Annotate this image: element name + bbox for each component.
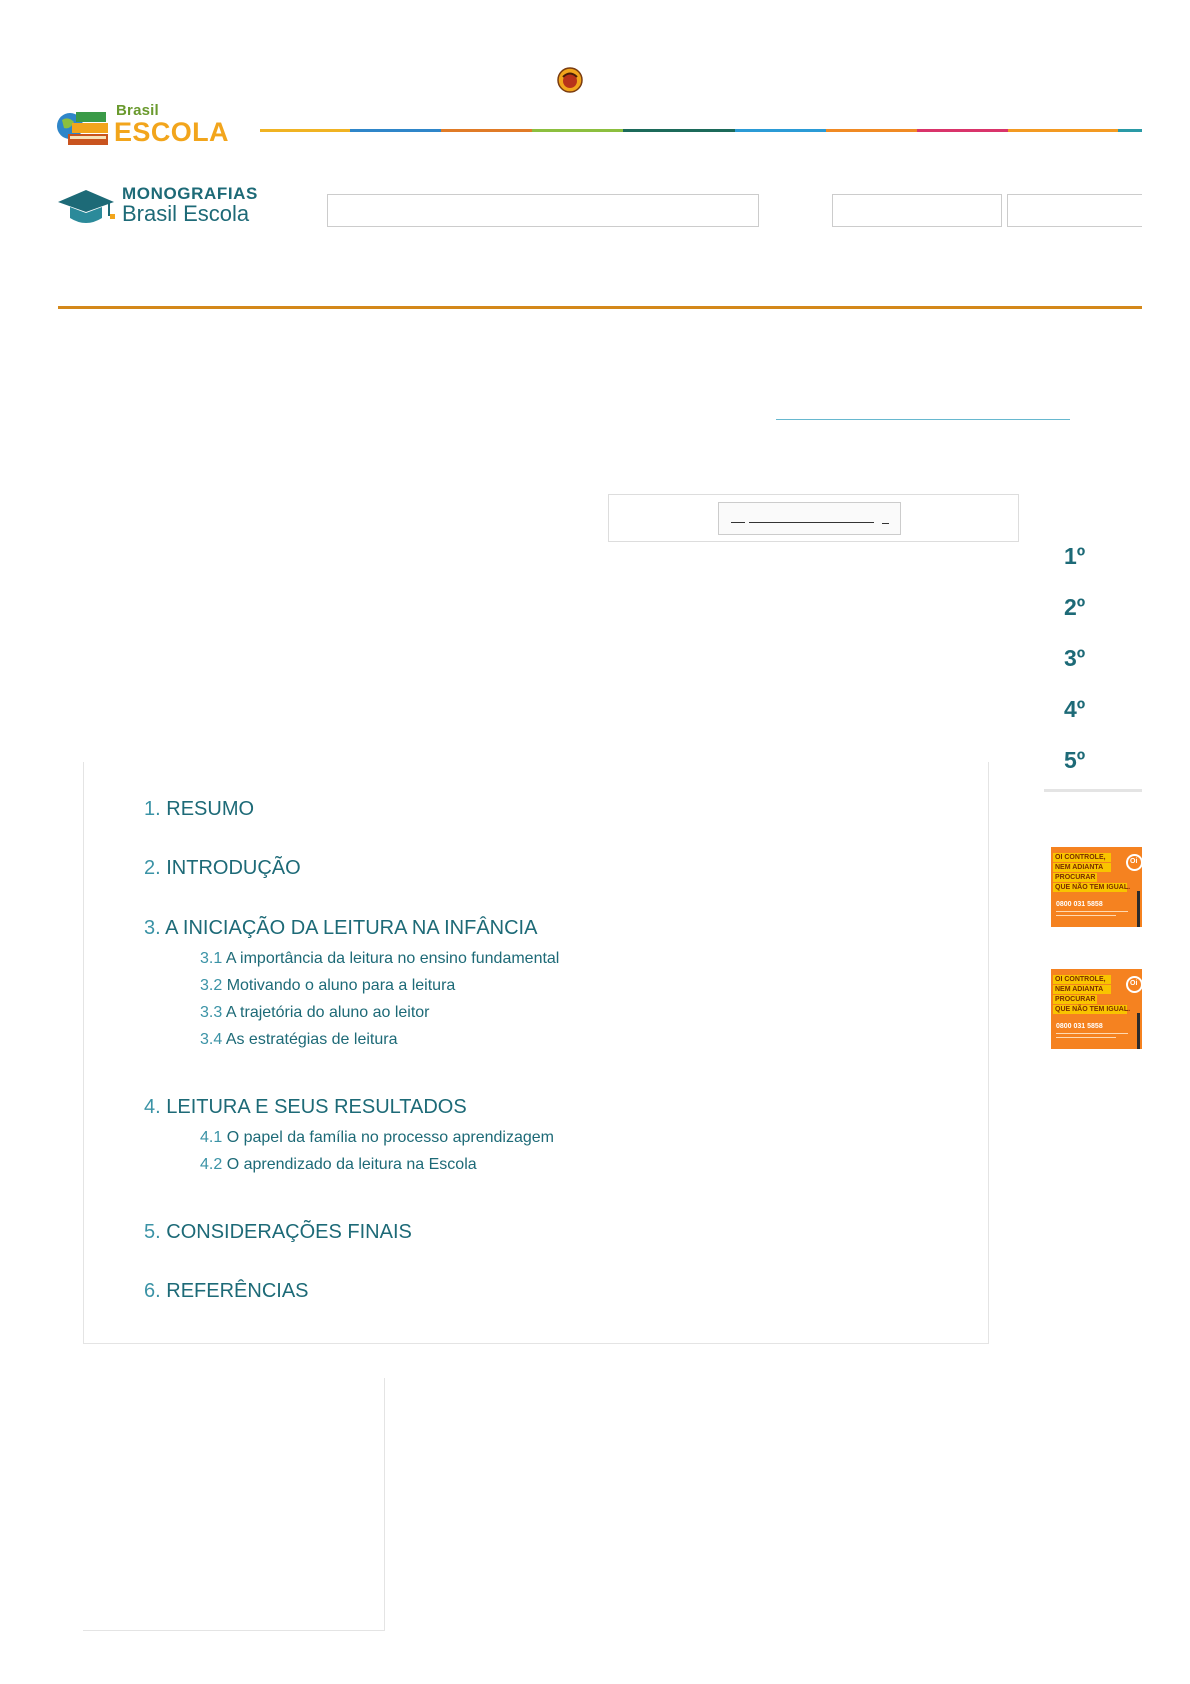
toc-title: INTRODUÇÃO [166,857,301,879]
ad-text: QUE NÃO TEM IGUAL. [1055,1006,1131,1013]
toc-title: As estratégias de leitura [225,1031,398,1048]
toc-subsection-link[interactable] [200,1031,397,1049]
toc-number: 3. [144,917,161,939]
toc-number: 3.2 [200,977,223,994]
ad-text: OI CONTROLE, [1055,976,1106,983]
stripe-segment [623,129,735,132]
ad-banner[interactable] [1051,847,1142,927]
toc-section-link[interactable] [144,1221,412,1244]
toc-number: 3.4 [200,1031,223,1048]
ranking-item[interactable]: 5º [1064,747,1086,773]
ad-phone: 0800 031 5858 [1056,1023,1103,1030]
ad-text: NEM ADIANTA [1055,864,1104,871]
toc-title: O aprendizado da leitura na Escola [226,1156,477,1173]
toc-number: 4.2 [200,1156,223,1173]
ranking-item[interactable]: 2º [1064,594,1086,620]
stripe-segment [441,129,532,132]
toc-title: A importância da leitura no ensino fundamental [225,950,560,967]
empty-content-box [83,1378,385,1631]
ad-phone: 0800 031 5858 [1056,901,1103,908]
monografias-logo[interactable] [56,184,266,230]
toc-number: 3.3 [200,1004,223,1021]
stripe-segment [1118,129,1142,132]
graduation-cap-icon [56,188,116,226]
ad-brand: Oi [1130,858,1138,865]
toc-title: A trajetória do aluno ao leitor [225,1004,430,1021]
monografias-subtitle: Brasil Escola [122,201,250,226]
uol-logo-icon[interactable] [557,67,583,93]
button-line [749,522,874,523]
ad-text: PROCURAR [1055,874,1096,881]
ranking-item[interactable]: 1º [1064,543,1086,569]
toc-subsection-link[interactable] [200,977,455,995]
ad-text: NEM ADIANTA [1055,986,1104,993]
toc-title: CONSIDERAÇÕES FINAIS [166,1221,412,1243]
logo-dot [110,214,115,219]
ad-text: OI CONTROLE, [1055,854,1106,861]
ad-brand: Oi [1130,980,1138,987]
button-line [882,523,889,524]
toc-section-link[interactable] [144,1280,309,1303]
ad-banner[interactable] [1051,969,1142,1049]
search-input[interactable] [327,194,759,227]
toc-subsection-link[interactable] [200,1129,554,1147]
ad-text: PROCURAR [1055,996,1096,1003]
widget-button[interactable] [718,502,901,535]
ranking-item[interactable]: 4º [1064,696,1086,722]
table-of-contents [83,762,989,1344]
link-underline[interactable] [776,419,1070,420]
toc-subsection-link[interactable] [200,950,559,968]
toc-number: 1. [144,798,161,820]
toc-section-link[interactable] [144,857,301,880]
toc-title: REFERÊNCIAS [166,1280,309,1302]
stripe-segment [350,129,441,132]
toc-number: 4.1 [200,1129,223,1146]
monografias-title: MONOGRAFIAS [122,184,258,203]
toc-title: Motivando o aluno para a leitura [226,977,456,994]
stripe-segment [735,129,826,132]
brand-small-text: Brasil [116,102,159,119]
brand-big-text: ESCOLA [114,117,229,147]
toc-number: 5. [144,1221,161,1243]
ad-text: QUE NÃO TEM IGUAL. [1055,884,1131,891]
toc-subsection-link[interactable] [200,1156,477,1174]
toc-number: 6. [144,1280,161,1302]
brasil-escola-logo[interactable] [56,102,229,150]
toc-section-link[interactable] [144,917,537,940]
filter-input-2[interactable] [1007,194,1142,227]
toc-subsection-link[interactable] [200,1004,430,1022]
toc-number: 4. [144,1096,161,1118]
toc-number: 3.1 [200,950,223,967]
toc-title: LEITURA E SEUS RESULTADOS [166,1096,467,1118]
books-globe-icon [56,106,114,150]
toc-number: 2. [144,857,161,879]
ranking-divider [1044,789,1142,792]
stripe-segment [1008,129,1118,132]
ranking-item[interactable]: 3º [1064,645,1086,671]
stripe-segment [826,129,917,132]
stripe-segment [260,129,350,132]
header-divider [58,306,1142,309]
stripe-segment [917,129,1008,132]
toc-section-link[interactable] [144,798,254,821]
toc-title: RESUMO [166,798,255,820]
button-line [731,522,745,523]
toc-title: A INICIAÇÃO DA LEITURA NA INFÂNCIA [165,917,538,939]
stripe-segment [532,129,623,132]
toc-section-link[interactable] [144,1096,467,1119]
toc-title: O papel da família no processo aprendizagem [226,1129,555,1146]
filter-input-1[interactable] [832,194,1002,227]
